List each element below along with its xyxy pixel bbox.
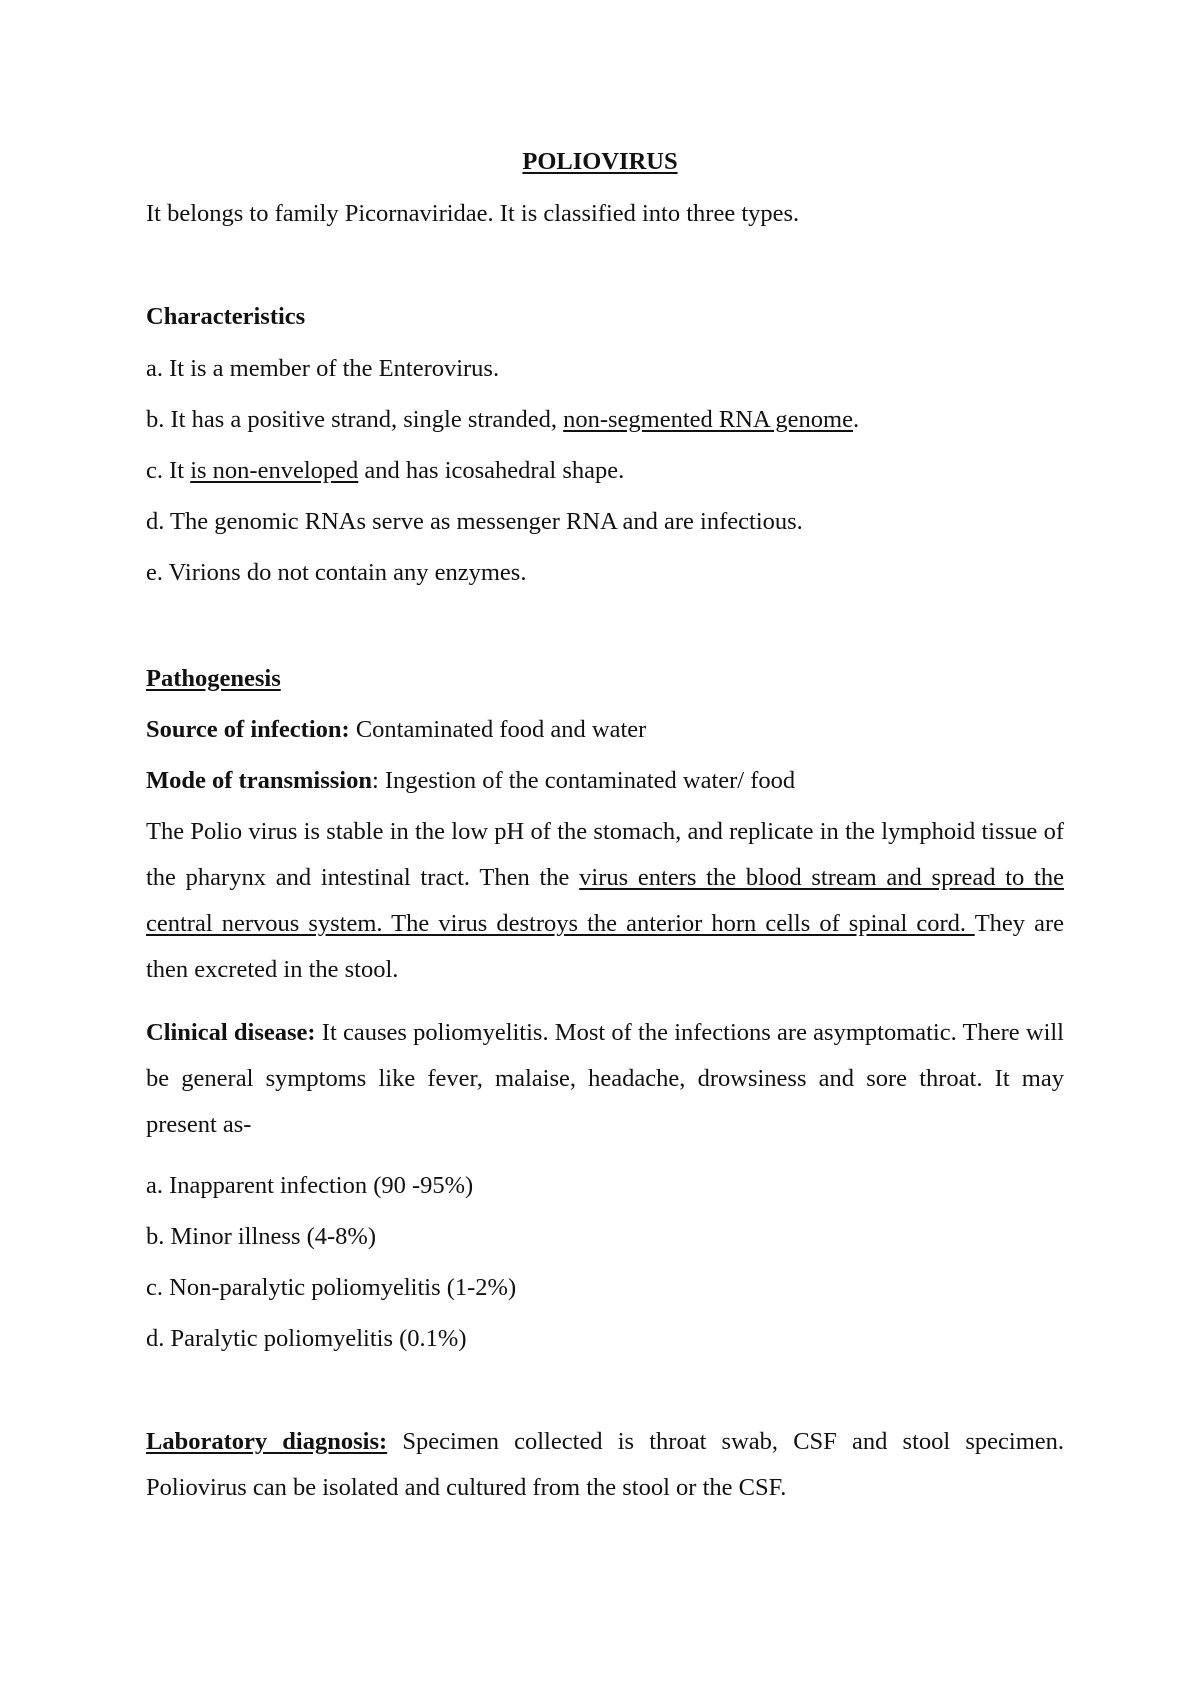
characteristic-e: e. Virions do not contain any enzymes. <box>146 559 527 586</box>
pathogenesis-end: They are then excreted in the stool. <box>146 910 1065 983</box>
intro-text: It belongs to family Picornaviridae. It is classified into three types. <box>146 200 800 227</box>
lab-diagnosis-paragraph <box>146 1419 1064 1511</box>
characteristic-a: a. It is a member of the Enterovirus. <box>146 355 500 382</box>
clinical-item: c. Non-paralytic poliomyelitis (1-2%) <box>146 1274 517 1301</box>
clinical-paragraph <box>146 1010 1064 1148</box>
source-text: Contaminated food and water <box>349 716 647 743</box>
characteristic-b-underlined: non-segmented RNA genome <box>563 406 853 433</box>
mode-text: : Ingestion of the contaminated water/ food <box>371 767 796 794</box>
lab-label: Laboratory diagnosis: <box>146 1428 388 1455</box>
pathogenesis-underlined: virus enters the blood stream and spread to the central nervous system. The virus destroys the anterior horn cells of spinal cord. <box>146 864 1064 937</box>
mode-of-transmission <box>146 765 795 797</box>
mode-label: Mode of transmission <box>146 767 372 794</box>
lab-text: Specimen collected is throat swab, CSF and stool specimen. Poliovirus can be isolated and cultured from the stool or the CSF. <box>146 1428 1065 1501</box>
characteristic-b <box>146 404 859 436</box>
characteristic-d: d. The genomic RNAs serve as messenger RNA and are infectious. <box>146 508 803 535</box>
characteristic-c-text: c. It <box>146 457 191 484</box>
source-of-infection <box>146 714 646 746</box>
clinical-item: d. Paralytic poliomyelitis (0.1%) <box>146 1325 467 1352</box>
pathogenesis-text: The Polio virus is stable in the low pH of the stomach, and replicate in the lymphoid tissue of the pharynx and intestinal tract. Then the <box>146 818 1064 891</box>
clinical-label: Clinical disease: <box>146 1019 316 1046</box>
clinical-item: a. Inapparent infection (90 -95%) <box>146 1172 474 1199</box>
source-label: Source of infection: <box>146 716 350 743</box>
clinical-item: b. Minor illness (4-8%) <box>146 1223 376 1250</box>
characteristic-b-text: b. It has a positive strand, single stranded, <box>146 406 564 433</box>
characteristic-c-end: and has icosahedral shape. <box>358 457 625 484</box>
page-title: POLIOVIRUS <box>522 148 678 175</box>
clinical-text: It causes poliomyelitis. Most of the infections are asymptomatic. There will be general symptoms like fever, malaise, headache, drowsiness and sore throat. It may present as- <box>146 1019 1064 1138</box>
pathogenesis-heading: Pathogenesis <box>146 665 281 692</box>
characteristic-c-underlined: is non-enveloped <box>190 457 359 484</box>
characteristics-heading: Characteristics <box>146 303 306 330</box>
characteristic-c <box>146 455 624 487</box>
pathogenesis-paragraph <box>146 809 1064 993</box>
characteristic-b-end: . <box>852 406 860 433</box>
